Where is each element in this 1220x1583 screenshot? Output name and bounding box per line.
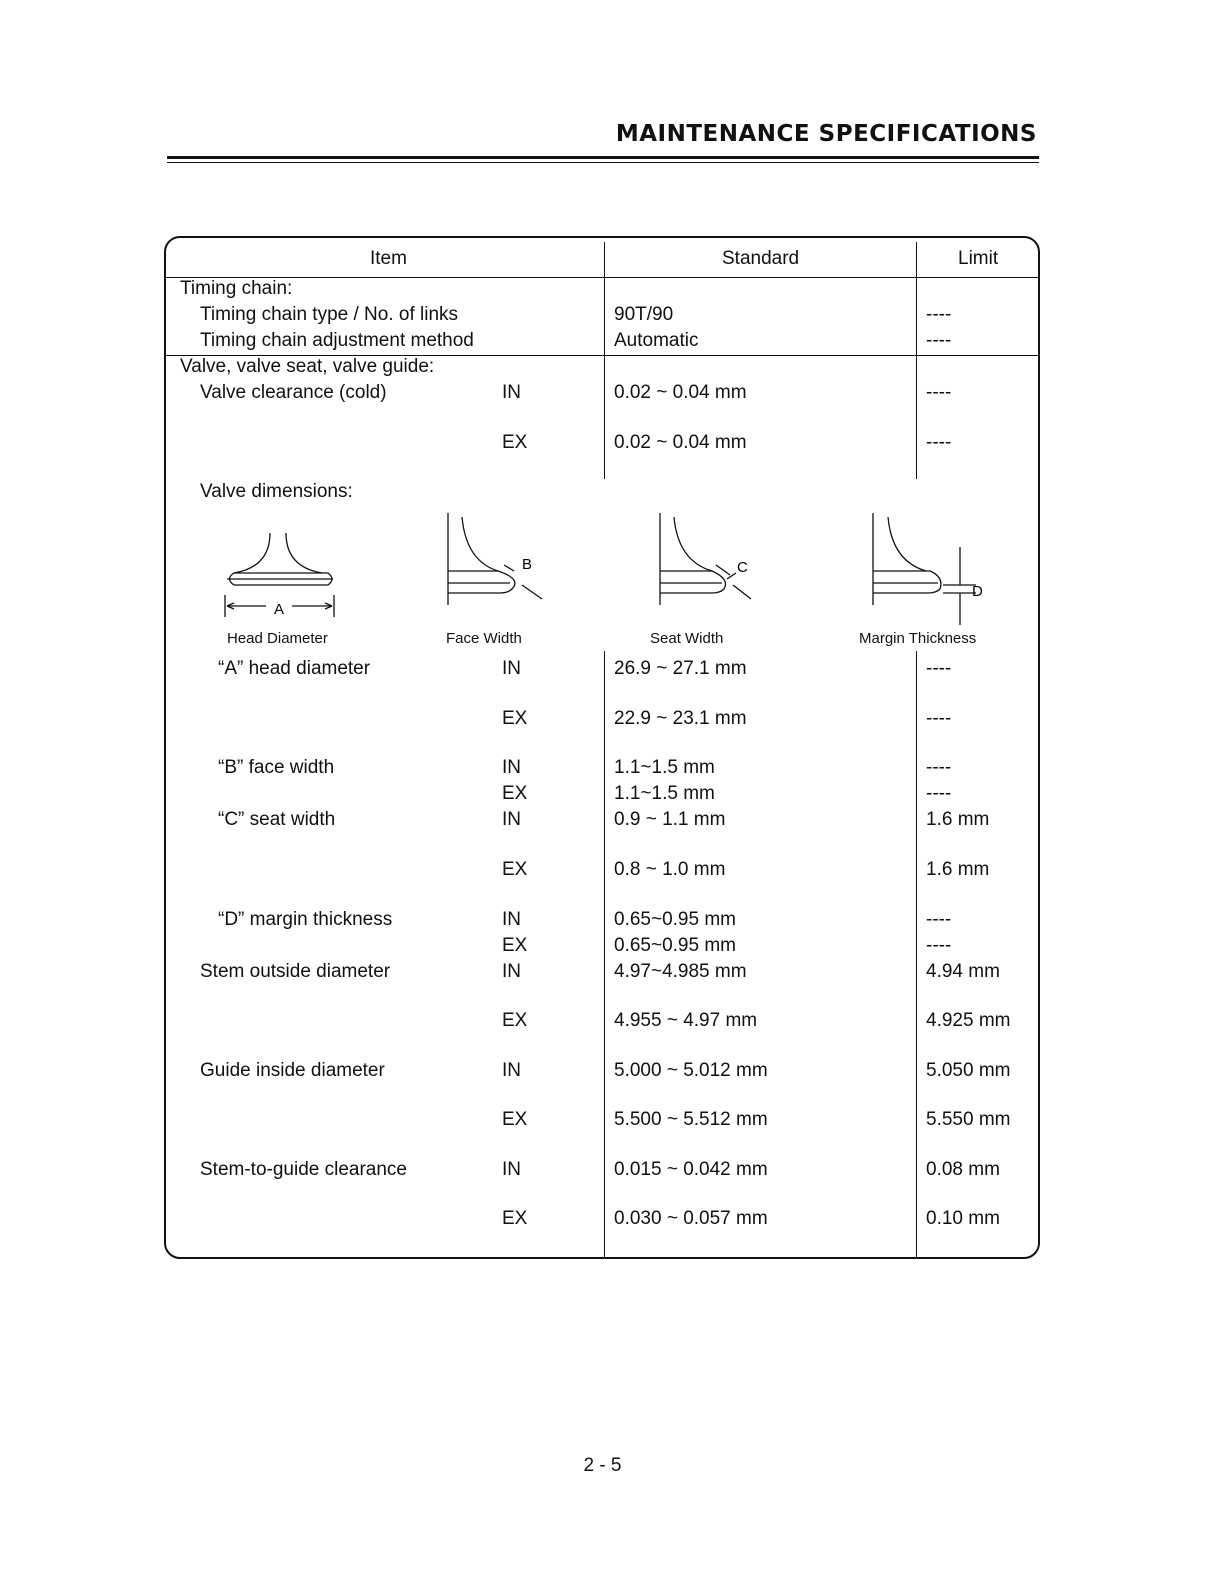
- label-b: B: [522, 556, 533, 573]
- row-limit: ----: [926, 783, 952, 804]
- row-side: EX: [502, 935, 528, 956]
- spec-table: [164, 236, 1040, 1259]
- row-standard: 0.02 ~ 0.04 mm: [614, 382, 747, 403]
- row-side: EX: [502, 859, 528, 880]
- row-side: IN: [502, 961, 521, 982]
- row-side: EX: [502, 783, 528, 804]
- row-standard: 0.02 ~ 0.04 mm: [614, 432, 747, 453]
- caption-margin-thickness: Margin Thickness: [859, 630, 977, 647]
- row-standard: 0.9 ~ 1.1 mm: [614, 809, 726, 830]
- row-standard: 26.9 ~ 27.1 mm: [614, 658, 747, 679]
- row-limit: ----: [926, 304, 952, 325]
- row-item: Timing chain type / No. of links: [200, 304, 459, 325]
- column-divider-standard: [604, 651, 605, 1257]
- row-standard: 90T/90: [614, 304, 674, 325]
- row-standard: Automatic: [614, 330, 699, 351]
- row-limit: 5.550 mm: [926, 1109, 1011, 1130]
- label-a: A: [274, 601, 285, 618]
- label-c: C: [737, 559, 748, 576]
- row-item: “D” margin thickness: [218, 909, 393, 930]
- row-standard: 4.97~4.985 mm: [614, 961, 747, 982]
- row-standard: 0.65~0.95 mm: [614, 909, 736, 930]
- row-limit: ----: [926, 909, 952, 930]
- column-header-item: Item: [370, 248, 407, 269]
- row-standard: 4.955 ~ 4.97 mm: [614, 1010, 758, 1031]
- row-standard: 0.8 ~ 1.0 mm: [614, 859, 726, 880]
- row-side: IN: [502, 1060, 521, 1081]
- row-item: “C” seat width: [218, 809, 336, 830]
- row-limit: 0.10 mm: [926, 1208, 1000, 1229]
- row-limit: ----: [926, 757, 952, 778]
- row-limit: 1.6 mm: [926, 859, 990, 880]
- row-side: EX: [502, 1208, 528, 1229]
- row-limit: 4.925 mm: [926, 1010, 1011, 1031]
- row-standard: 1.1~1.5 mm: [614, 783, 715, 804]
- row-item: Timing chain adjustment method: [200, 330, 474, 351]
- valve-dimension-diagram: [200, 505, 1030, 633]
- row-standard: 0.65~0.95 mm: [614, 935, 736, 956]
- caption-seat-width: Seat Width: [650, 630, 724, 647]
- row-standard: 0.030 ~ 0.057 mm: [614, 1208, 768, 1229]
- row-side: IN: [502, 809, 521, 830]
- row-item: “A” head diameter: [218, 658, 371, 679]
- label-d: D: [972, 583, 983, 600]
- row-item: “B” face width: [218, 757, 335, 778]
- row-side: IN: [502, 658, 521, 679]
- row-item: Valve clearance (cold): [200, 382, 387, 403]
- row-standard: 0.015 ~ 0.042 mm: [614, 1159, 768, 1180]
- row-standard: 22.9 ~ 23.1 mm: [614, 708, 747, 729]
- section-label: Valve, valve seat, valve guide:: [180, 356, 435, 377]
- page-title: MAINTENANCE SPECIFICATIONS: [615, 121, 1037, 147]
- row-side: EX: [502, 432, 528, 453]
- row-limit: ----: [926, 658, 952, 679]
- page-number: 2 - 5: [583, 1455, 622, 1476]
- row-side: IN: [502, 1159, 521, 1180]
- caption-face-width: Face Width: [446, 630, 522, 647]
- column-header-standard: Standard: [722, 248, 800, 269]
- row-standard: 1.1~1.5 mm: [614, 757, 715, 778]
- row-side: IN: [502, 382, 521, 403]
- row-side: IN: [502, 757, 521, 778]
- column-header-limit: Limit: [958, 248, 999, 269]
- row-limit: 0.08 mm: [926, 1159, 1000, 1180]
- section-label: Valve dimensions:: [200, 481, 353, 502]
- section-label: Timing chain:: [180, 278, 293, 299]
- row-limit: 4.94 mm: [926, 961, 1000, 982]
- caption-head-diameter: Head Diameter: [227, 630, 328, 647]
- row-limit: 5.050 mm: [926, 1060, 1011, 1081]
- row-side: IN: [502, 909, 521, 930]
- header-rule-thick: [167, 156, 1039, 159]
- row-limit: ----: [926, 935, 952, 956]
- row-limit: ----: [926, 708, 952, 729]
- row-standard: 5.000 ~ 5.012 mm: [614, 1060, 768, 1081]
- row-limit: ----: [926, 382, 952, 403]
- margin-thickness-drawing: [873, 513, 976, 625]
- row-side: EX: [502, 708, 528, 729]
- row-side: EX: [502, 1010, 528, 1031]
- row-limit: ----: [926, 432, 952, 453]
- header-rule-thin: [167, 162, 1039, 163]
- row-item: Stem-to-guide clearance: [200, 1159, 407, 1180]
- header-row-divider: [166, 277, 1038, 278]
- row-side: EX: [502, 1109, 528, 1130]
- row-item: Guide inside diameter: [200, 1060, 385, 1081]
- column-divider-limit: [916, 651, 917, 1257]
- valve-dimension-drawings: [200, 505, 1030, 633]
- row-limit: 1.6 mm: [926, 809, 990, 830]
- row-item: Stem outside diameter: [200, 961, 391, 982]
- row-standard: 5.500 ~ 5.512 mm: [614, 1109, 768, 1130]
- row-limit: ----: [926, 330, 952, 351]
